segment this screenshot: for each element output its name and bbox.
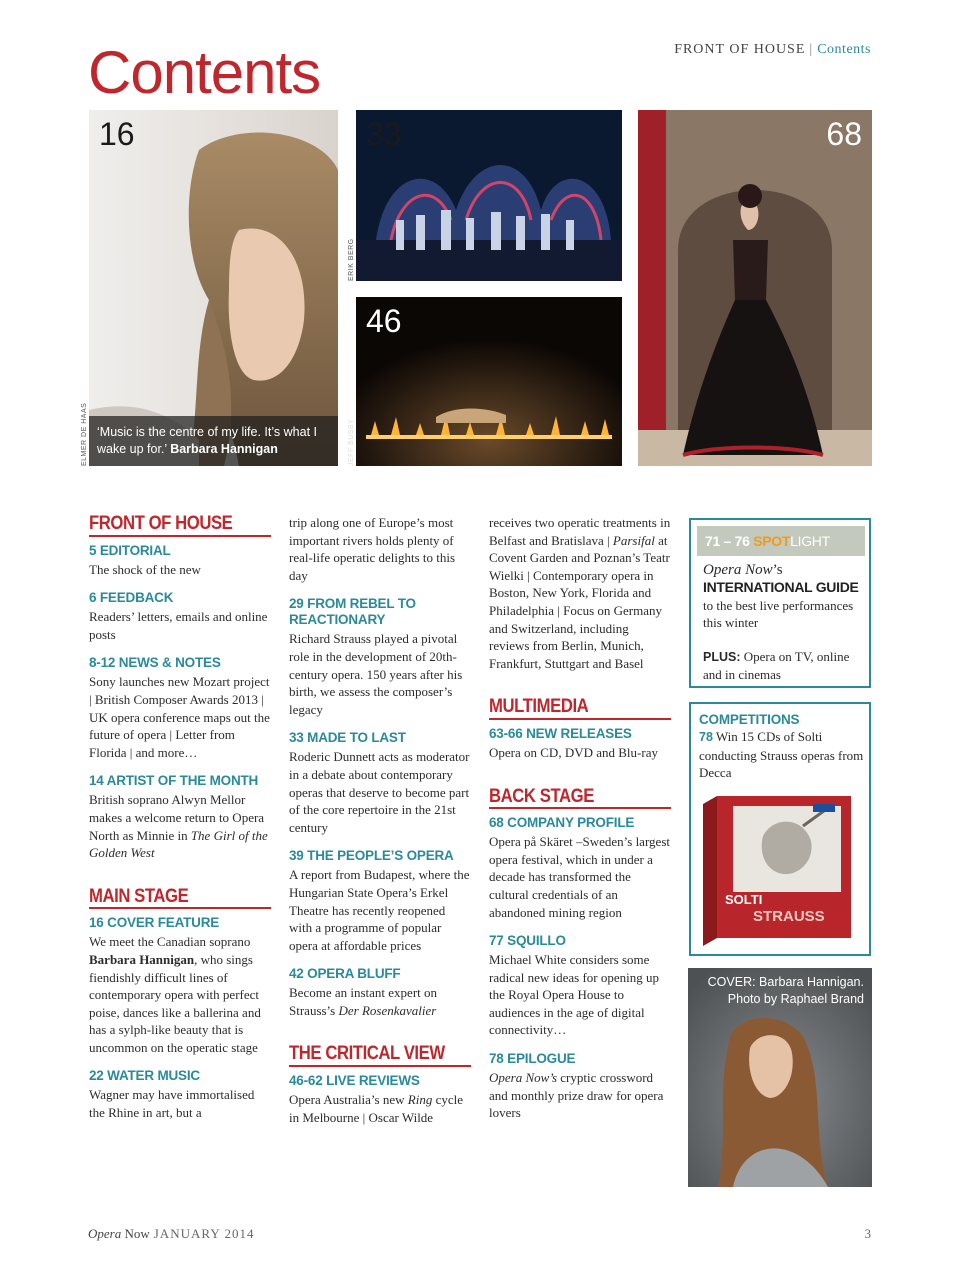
toc-new-releases-text: Opera on CD, DVD and Blu-ray bbox=[489, 744, 658, 760]
footer-date: JANUARY 2014 bbox=[153, 1226, 255, 1241]
photo-33-credit: ERIK BERG bbox=[348, 238, 355, 281]
photo-16-image bbox=[89, 110, 338, 466]
toc-live-reviews-text-b: cycle in Melbourne | Oscar Wilde bbox=[289, 1092, 464, 1125]
toc-company-profile[interactable]: 68 COMPANY PROFILE bbox=[489, 815, 635, 831]
toc-made-to-last-text: Roderic Dunnett acts as moderator in a debate about contemporary operas that deserve to become part of the core repertoire in the 21st century bbox=[289, 749, 470, 835]
spotlight-plus-label: PLUS: bbox=[703, 649, 741, 664]
competitions-title: COMPETITIONS bbox=[699, 712, 800, 727]
toc-feedback[interactable]: 6 FEEDBACK bbox=[89, 590, 174, 606]
toc-rebel[interactable]: 29 FROM REBEL TO REACTIONARY bbox=[289, 596, 416, 628]
section-front-of-house: FRONT OF HOUSE bbox=[89, 515, 271, 537]
column-3 bbox=[489, 514, 671, 1122]
toc-water-music-continued: trip along one of Europe’s most important rivers holds plenty of real-life operatic delights to this day bbox=[289, 515, 456, 583]
competitions-num: 78 bbox=[699, 730, 713, 745]
cd-box-image bbox=[703, 796, 851, 946]
toc-live-reviews-text bbox=[289, 1091, 471, 1126]
spotlight-body bbox=[703, 562, 868, 683]
toc-live-reviews-text-italic: Ring bbox=[407, 1092, 433, 1108]
toc-artist-text bbox=[89, 791, 271, 861]
section-multimedia: MULTIMEDIA bbox=[489, 698, 671, 720]
footer-mag-a: Opera bbox=[88, 1226, 122, 1241]
photo-16-quote bbox=[89, 416, 338, 466]
toc-water-music[interactable]: 22 WATER MUSIC bbox=[89, 1068, 200, 1084]
page-title: Contents bbox=[88, 39, 321, 106]
competitions-box[interactable] bbox=[689, 702, 871, 956]
running-head-separator: | bbox=[809, 42, 814, 57]
spotlight-box[interactable] bbox=[689, 518, 871, 688]
toc-company-profile-text: Opera på Skäret –Sweden’s largest opera festival, which in under a decade has transformed the cultural credentials of an abandoned mining region bbox=[489, 834, 670, 920]
column-2 bbox=[289, 514, 471, 1126]
photo-16-number: 16 bbox=[99, 116, 135, 152]
toc-cover-feature-text bbox=[89, 933, 271, 1056]
spotlight-guide-text: to the best live performances this winter bbox=[703, 597, 854, 631]
toc-feedback-text: Readers’ letters, emails and online posts bbox=[89, 609, 268, 642]
cd-box-title-bottom: STRAUSS bbox=[753, 908, 825, 925]
toc-live-reviews-continued-a: receives two operatic treatments in Belfast and Bratislava | bbox=[489, 515, 671, 548]
footer-mag-b: Now bbox=[124, 1226, 150, 1241]
toc-opera-bluff[interactable]: 42 OPERA BLUFF bbox=[289, 966, 401, 982]
running-head-current: Contents bbox=[817, 42, 871, 57]
toc-squillo[interactable]: 77 SQUILLO bbox=[489, 933, 566, 949]
toc-cover-feature-text-b: , who sings fiendishly difficult lines of contemporary opera with perfect poise, dances like a ballerina and has a sylph-like beauty that is uncommon on the operatic stage bbox=[89, 951, 261, 1055]
footer-magazine bbox=[88, 1226, 254, 1242]
running-head bbox=[674, 42, 871, 58]
toc-artist-text-body: British soprano Alwyn Mellor makes a welcome return to Opera North as Minnie in bbox=[89, 792, 265, 843]
toc-live-reviews[interactable]: 46-62 LIVE REVIEWS bbox=[289, 1073, 420, 1089]
photo-16-quote-text: ‘Music is the centre of my life. It’s what I wake up for.’ bbox=[97, 425, 317, 456]
toc-editorial-text: The shock of the new bbox=[89, 561, 201, 577]
cd-box-title-top: SOLTI bbox=[725, 892, 763, 907]
toc-made-to-last[interactable]: 33 MADE TO LAST bbox=[289, 730, 406, 746]
toc-news-text: Sony launches new Mozart project | British Composer Awards 2013 | UK opera conference maps out the future of opera | Letter from Florida | and more… bbox=[89, 674, 270, 760]
toc-cover-feature[interactable]: 16 COVER FEATURE bbox=[89, 915, 220, 931]
toc-squillo-text: Michael White considers some radical new ideas for opening up the Royal Opera House to audiences in the age of digital connectivity… bbox=[489, 952, 660, 1038]
toc-epilogue[interactable]: 78 EPILOGUE bbox=[489, 1051, 576, 1067]
toc-epilogue-text-body: cryptic crossword and monthly prize draw for opera lovers bbox=[489, 1070, 664, 1121]
toc-epilogue-text-italic: Opera Now’s bbox=[489, 1070, 558, 1086]
toc-peoples-opera[interactable]: 39 THE PEOPLE’S OPERA bbox=[289, 848, 454, 864]
spotlight-spot: SPOT bbox=[753, 533, 791, 549]
spotlight-range: 71 – 76 bbox=[705, 533, 750, 549]
toc-new-releases[interactable]: 63-66 NEW RELEASES bbox=[489, 725, 632, 741]
toc-live-reviews-continued bbox=[489, 514, 671, 672]
toc-epilogue-text bbox=[489, 1069, 671, 1122]
cover-photo[interactable] bbox=[688, 968, 872, 1187]
toc-rebel-text: Richard Strauss played a pivotal role in the development of 20th-century opera. 150 years after his birth, we assess the composer’s legacy bbox=[289, 631, 463, 717]
running-head-section: FRONT OF HOUSE bbox=[674, 42, 806, 57]
toc-news[interactable]: 8-12 NEWS & NOTES bbox=[89, 655, 221, 671]
cover-caption-line1: COVER: Barbara Hannigan. bbox=[707, 975, 864, 989]
section-back-stage: BACK STAGE bbox=[489, 788, 671, 810]
spotlight-light: LIGHT bbox=[790, 533, 830, 549]
photo-33-number: 33 bbox=[366, 116, 402, 152]
photo-46[interactable] bbox=[356, 297, 622, 466]
column-1 bbox=[89, 515, 271, 1122]
competitions-text: Win 15 CDs of Solti conducting Strauss operas from Decca bbox=[699, 729, 864, 781]
photo-68-number: 68 bbox=[826, 116, 862, 152]
toc-live-reviews-continued-italic: Parsifal bbox=[612, 532, 655, 548]
section-critical-view: THE CRITICAL VIEW bbox=[289, 1045, 471, 1067]
photo-16[interactable] bbox=[89, 110, 338, 466]
toc-cover-feature-text-bold: Barbara Hannigan bbox=[89, 951, 195, 967]
toc-opera-bluff-text-body: Become an instant expert on Strauss’s bbox=[289, 985, 438, 1018]
photo-16-credit: ELMER DE HAAS bbox=[81, 402, 88, 466]
cover-caption bbox=[708, 974, 864, 1008]
photo-16-quote-author: Barbara Hannigan bbox=[170, 442, 278, 456]
toc-opera-bluff-text bbox=[289, 984, 471, 1019]
cover-caption-line2: Photo by Raphael Brand bbox=[727, 992, 864, 1006]
toc-water-music-text: Wagner may have immortalised the Rhine in art, but a bbox=[89, 1087, 255, 1121]
page-number: 3 bbox=[864, 1226, 871, 1241]
spotlight-mag-suffix: ’s bbox=[772, 562, 783, 578]
photo-46-credit: JEFF BUSBY bbox=[348, 418, 355, 466]
spotlight-guide: INTERNATIONAL GUIDE bbox=[703, 579, 859, 596]
toc-artist[interactable]: 14 ARTIST OF THE MONTH bbox=[89, 773, 259, 789]
spotlight-mag: Opera Now bbox=[703, 562, 773, 578]
photo-33[interactable] bbox=[356, 110, 622, 281]
toc-peoples-opera-text: A report from Budapest, where the Hungarian State Opera’s Erkel Theatre has recently reopened with a programme of popular opera at affordable prices bbox=[289, 867, 470, 953]
spotlight-plus-text: Opera on TV, online and in cinemas bbox=[703, 648, 850, 683]
toc-live-reviews-text-a: Opera Australia’s new bbox=[289, 1092, 405, 1108]
photo-46-number: 46 bbox=[366, 303, 402, 339]
toc-opera-bluff-text-title: Der Rosenkavalier bbox=[338, 1002, 437, 1018]
toc-editorial[interactable]: 5 EDITORIAL bbox=[89, 542, 171, 558]
competitions-body bbox=[699, 711, 869, 782]
photo-68[interactable] bbox=[638, 110, 872, 466]
toc-live-reviews-continued-b: at Covent Garden and Poznan’s Teatr Wielki | Contemporary opera in Boston, New York, Florida and Philadelphia | Focus on Germany and Switzerland, including reviews from Berlin, Munich, Frankfurt, Stuttgart and Basel bbox=[489, 532, 670, 671]
toc-artist-text-title: The Girl of the Golden West bbox=[89, 827, 268, 861]
spotlight-band bbox=[697, 526, 865, 556]
photo-68-image bbox=[638, 110, 872, 466]
section-main-stage: MAIN STAGE bbox=[89, 888, 271, 910]
toc-cover-feature-text-a: We meet the Canadian soprano bbox=[89, 934, 251, 950]
